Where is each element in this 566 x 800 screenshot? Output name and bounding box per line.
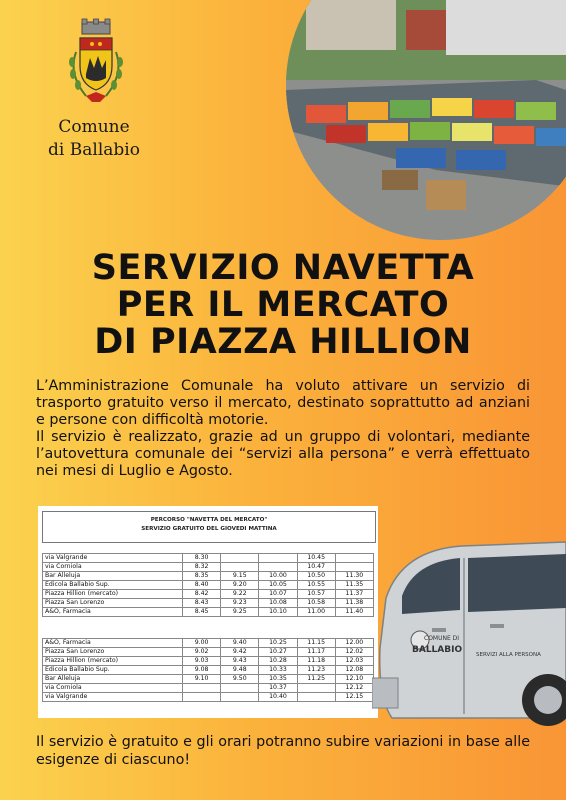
stop-name-cell: Edicola Ballabio Sup. <box>43 666 183 675</box>
time-cell: 12.10 <box>335 675 373 684</box>
time-cell: 12.03 <box>335 657 373 666</box>
timetable-outbound <box>42 553 374 617</box>
car-door-text-1: COMUNE DI <box>424 635 460 642</box>
stop-name-cell: Piazza Hillion (mercato) <box>43 590 183 599</box>
time-cell: 10.08 <box>259 599 297 608</box>
time-cell: 11.23 <box>297 666 335 675</box>
time-cell: 12.08 <box>335 666 373 675</box>
time-cell: 10.45 <box>297 554 335 563</box>
timetable <box>38 506 378 718</box>
stop-name-cell: via Corniola <box>43 684 183 693</box>
timetable-row <box>43 590 374 599</box>
stop-name-cell: Piazza Hillion (mercato) <box>43 657 183 666</box>
time-cell <box>183 684 221 693</box>
time-cell: 12.15 <box>335 693 373 702</box>
time-cell <box>221 684 259 693</box>
time-cell: 11.40 <box>335 608 373 617</box>
time-cell <box>259 563 297 572</box>
time-cell: 8.30 <box>183 554 221 563</box>
car-door-text-3: SERVIZI ALLA PERSONA <box>476 652 541 658</box>
time-cell: 10.07 <box>259 590 297 599</box>
time-cell: 10.00 <box>259 572 297 581</box>
time-cell: 9.08 <box>183 666 221 675</box>
time-cell: 12.02 <box>335 648 373 657</box>
time-cell: 10.28 <box>259 657 297 666</box>
time-cell: 9.43 <box>221 657 259 666</box>
timetable-return <box>42 638 374 702</box>
time-cell: 8.45 <box>183 608 221 617</box>
time-cell: 10.37 <box>259 684 297 693</box>
stop-name-cell: via Valgrande <box>43 693 183 702</box>
timetable-row <box>43 657 374 666</box>
intro-paragraph-1: L’Amministrazione Comunale ha voluto attivare un servizio di trasporto gratuito verso il mercato, destinato soprattutto ad anziani e persone con difficoltà motorie. <box>36 378 530 428</box>
time-cell: 11.15 <box>297 639 335 648</box>
market-photo <box>286 0 566 240</box>
time-cell: 11.00 <box>297 608 335 617</box>
stop-name-cell: A&O, Farmacia <box>43 608 183 617</box>
time-cell: 9.25 <box>221 608 259 617</box>
comune-line-1: Comune <box>58 117 130 137</box>
time-cell: 9.15 <box>221 572 259 581</box>
comune-name <box>36 116 152 162</box>
time-cell: 9.42 <box>221 648 259 657</box>
timetable-row <box>43 608 374 617</box>
stop-name-cell: via Valgrande <box>43 554 183 563</box>
time-cell: 10.10 <box>259 608 297 617</box>
time-cell: 12.00 <box>335 639 373 648</box>
market-stall-illustration <box>286 0 566 240</box>
timetable-row <box>43 648 374 657</box>
time-cell: 10.33 <box>259 666 297 675</box>
timetable-heading-2: SERVIZIO GRATUITO DEL GIOVEDI MATTINA <box>141 526 277 532</box>
time-cell: 9.10 <box>183 675 221 684</box>
time-cell: 8.42 <box>183 590 221 599</box>
title-line-2: PER IL MERCATO <box>116 285 450 325</box>
time-cell <box>259 554 297 563</box>
intro-text <box>36 378 530 480</box>
car-door-text-2: BALLABIO <box>412 645 463 655</box>
time-cell: 11.25 <box>297 675 335 684</box>
time-cell: 9.40 <box>221 639 259 648</box>
time-cell: 11.38 <box>335 599 373 608</box>
time-cell <box>335 554 373 563</box>
footer-note: Il servizio è gratuito e gli orari potranno subire variazioni in base alle esigenze di ciascuno! <box>36 734 530 768</box>
timetable-row <box>43 639 374 648</box>
stop-name-cell: A&O, Farmacia <box>43 639 183 648</box>
timetable-header <box>42 511 376 543</box>
comune-line-2: di Ballabio <box>48 140 140 160</box>
stop-name-cell: Bar Alleluja <box>43 675 183 684</box>
time-cell <box>335 563 373 572</box>
time-cell <box>297 693 335 702</box>
time-cell: 10.40 <box>259 693 297 702</box>
time-cell: 10.05 <box>259 581 297 590</box>
stop-name-cell: Edicola Ballabio Sup. <box>43 581 183 590</box>
timetable-row <box>43 684 374 693</box>
time-cell: 9.02 <box>183 648 221 657</box>
time-cell: 8.43 <box>183 599 221 608</box>
timetable-row <box>43 599 374 608</box>
time-cell: 8.40 <box>183 581 221 590</box>
timetable-row <box>43 675 374 684</box>
time-cell: 9.00 <box>183 639 221 648</box>
title-line-1: SERVIZIO NAVETTA <box>91 248 475 288</box>
shuttle-car-image <box>372 528 566 728</box>
stop-name-cell: via Corniola <box>43 563 183 572</box>
time-cell: 10.27 <box>259 648 297 657</box>
time-cell <box>221 693 259 702</box>
timetable-row <box>43 554 374 563</box>
time-cell: 10.47 <box>297 563 335 572</box>
time-cell <box>297 684 335 693</box>
time-cell: 9.48 <box>221 666 259 675</box>
time-cell: 10.57 <box>297 590 335 599</box>
timetable-row <box>43 666 374 675</box>
time-cell: 9.20 <box>221 581 259 590</box>
time-cell: 11.35 <box>335 581 373 590</box>
timetable-row <box>43 581 374 590</box>
timetable-heading-1: PERCORSO "NAVETTA DEL MERCATO" <box>150 517 268 523</box>
timetable-row <box>43 572 374 581</box>
time-cell: 9.50 <box>221 675 259 684</box>
intro-paragraph-2: Il servizio è realizzato, grazie ad un gruppo di volontari, mediante l’autovettura comunale dei “servizi alla persona” e verrà effettuato nei mesi di Luglio e Agosto. <box>36 429 530 479</box>
time-cell: 9.23 <box>221 599 259 608</box>
time-cell: 11.18 <box>297 657 335 666</box>
time-cell: 11.30 <box>335 572 373 581</box>
time-cell: 10.50 <box>297 572 335 581</box>
time-cell: 11.17 <box>297 648 335 657</box>
title-line-3: DI PIAZZA HILLION <box>94 322 472 362</box>
timetable-row <box>43 563 374 572</box>
page-title <box>0 250 566 361</box>
time-cell: 10.25 <box>259 639 297 648</box>
stop-name-cell: Bar Alleluja <box>43 572 183 581</box>
time-cell: 8.32 <box>183 563 221 572</box>
time-cell: 10.55 <box>297 581 335 590</box>
time-cell: 12.12 <box>335 684 373 693</box>
stop-name-cell: Piazza San Lorenzo <box>43 648 183 657</box>
time-cell <box>221 554 259 563</box>
time-cell: 9.22 <box>221 590 259 599</box>
municipal-crest-icon <box>56 18 136 118</box>
time-cell: 10.35 <box>259 675 297 684</box>
time-cell: 9.03 <box>183 657 221 666</box>
time-cell <box>221 563 259 572</box>
time-cell: 11.37 <box>335 590 373 599</box>
stop-name-cell: Piazza San Lorenzo <box>43 599 183 608</box>
timetable-row <box>43 693 374 702</box>
time-cell: 10.58 <box>297 599 335 608</box>
time-cell: 8.35 <box>183 572 221 581</box>
time-cell <box>183 693 221 702</box>
